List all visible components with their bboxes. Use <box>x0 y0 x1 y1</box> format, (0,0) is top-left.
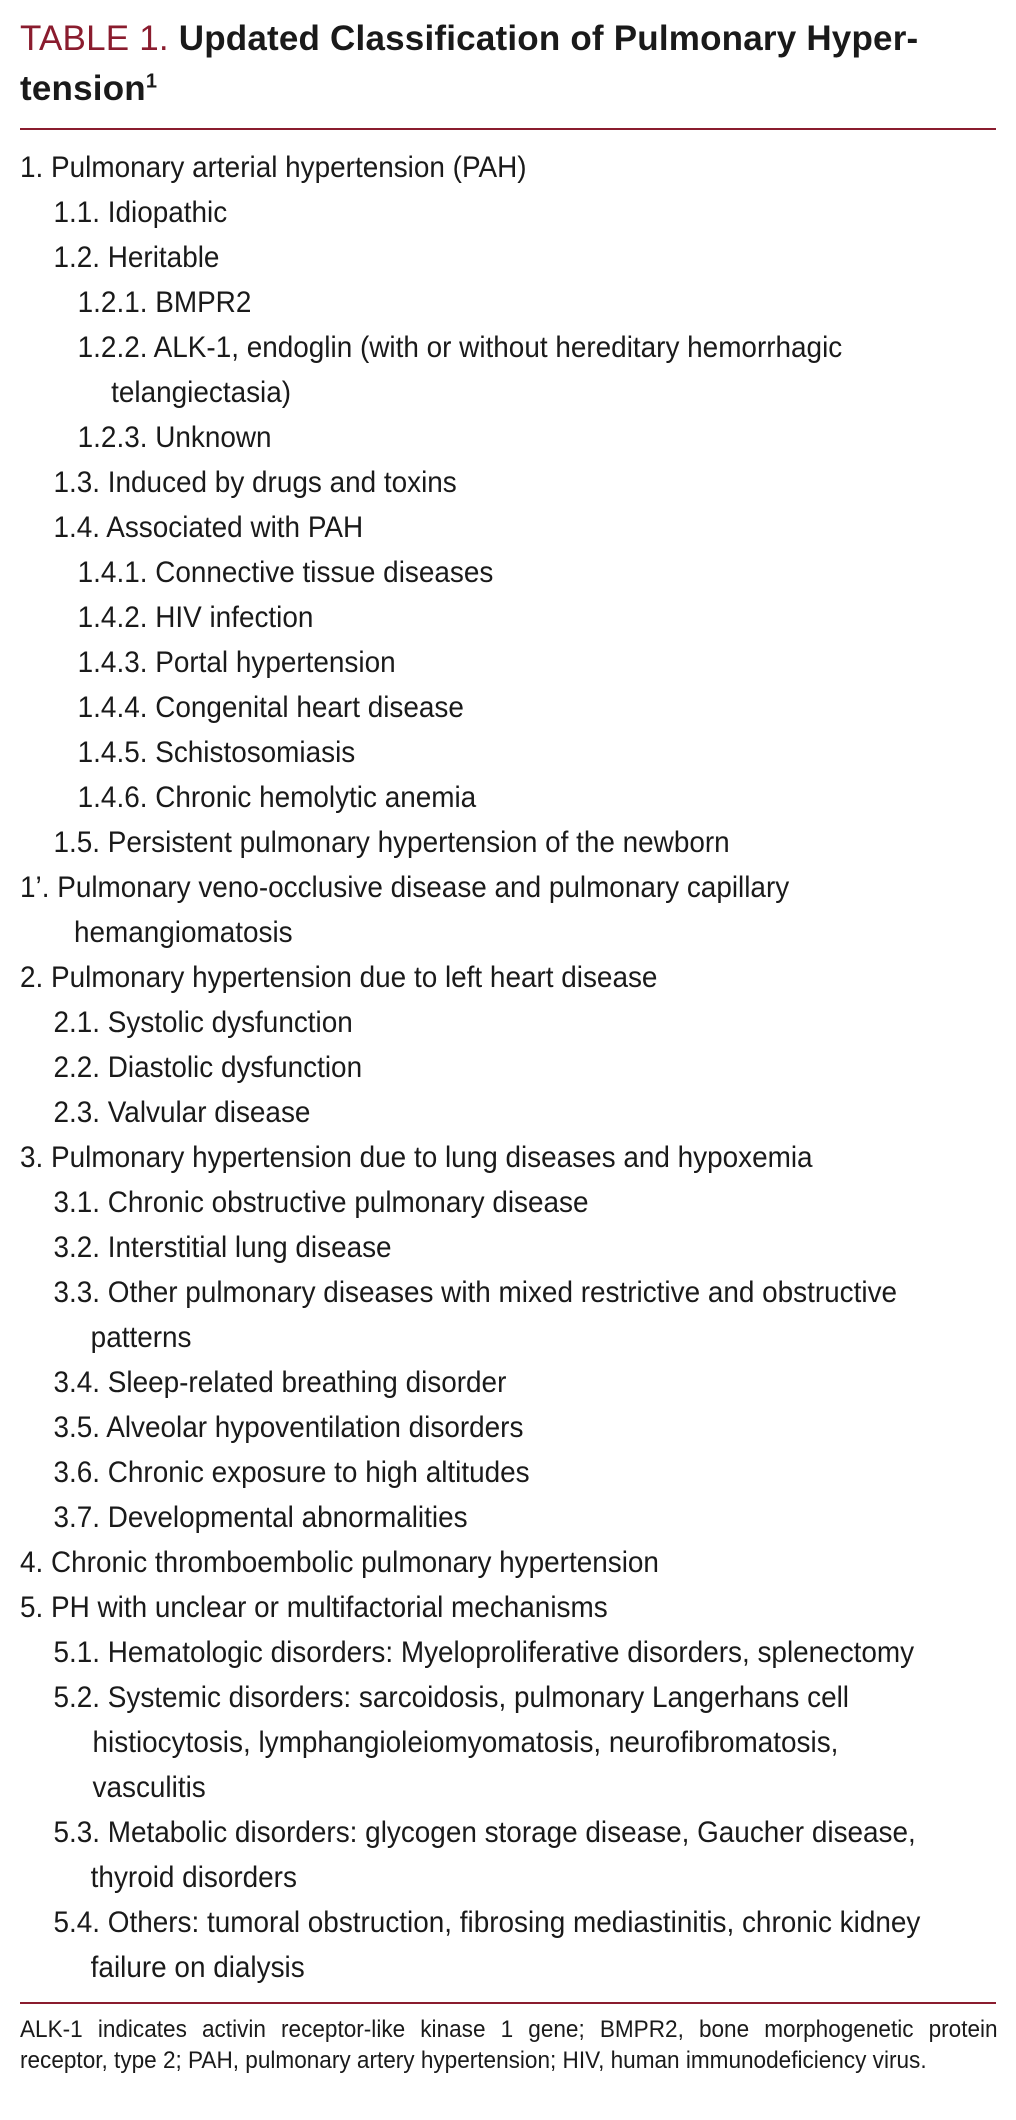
table-title-footnote-ref: 1 <box>145 70 158 93</box>
list-item: 3.6. Chronic exposure to high altitudes <box>53 1456 530 1489</box>
list-item: 1. Pulmonary arterial hypertension (PAH) <box>20 151 527 184</box>
table-title-text: Updated Classification of Pulmonary Hyper-tension <box>20 19 919 108</box>
list-item: 1.1. Idiopathic <box>53 196 228 229</box>
list-item: 3.7. Developmental abnormalities <box>53 1501 468 1534</box>
list-item: 3.3. Other pulmonary diseases with mixed restrictive and obstructive patterns <box>53 1276 898 1354</box>
list-item: 1.4.1. Connective tissue diseases <box>77 556 494 589</box>
list-item: 1.2.2. ALK-1, endoglin (with or without hereditary hemorrhagic telangiectasia) <box>77 331 843 409</box>
list-item: 3.2. Interstitial lung disease <box>53 1231 392 1264</box>
list-item: 3.4. Sleep-related breathing disorder <box>53 1366 507 1399</box>
list-item: 1.4. Associated with PAH <box>53 511 364 544</box>
table-label: TABLE 1. <box>20 19 169 58</box>
list-item: 5.2. Systemic disorders: sarcoidosis, pulmonary Langerhans cell histiocytosis, lymphangioleiomyomatosis, neurofibromatosis, vasculitis <box>53 1681 850 1804</box>
classification-list <box>20 130 996 1990</box>
list-item: 1.4.2. HIV infection <box>77 601 314 634</box>
list-item: 3. Pulmonary hypertension due to lung diseases and hypoxemia <box>20 1141 813 1174</box>
list-item: 1.2.3. Unknown <box>77 421 272 454</box>
list-item: 1.3. Induced by drugs and toxins <box>53 466 457 499</box>
list-item: 1.5. Persistent pulmonary hypertension of the newborn <box>53 826 730 859</box>
list-item: 5.3. Metabolic disorders: glycogen storage disease, Gaucher disease, thyroid disorders <box>53 1816 916 1894</box>
list-item: 5.4. Others: tumoral obstruction, fibrosing mediastinitis, chronic kidney failure on dialysis <box>53 1906 921 1984</box>
list-item: 3.1. Chronic obstructive pulmonary disease <box>53 1186 589 1219</box>
list-item: 2.1. Systolic dysfunction <box>53 1006 353 1039</box>
list-item: 1.2. Heritable <box>53 241 220 274</box>
bottom-rule <box>20 2002 996 2004</box>
table-footnote: ALK-1 indicates activin receptor-like kinase 1 gene; BMPR2, bone morphogenetic protein receptor, type 2; PAH, pulmonary artery hypertension; HIV, human immunodeficiency virus. <box>20 2016 998 2074</box>
list-item: 1.4.3. Portal hypertension <box>77 646 396 679</box>
list-item: 4. Chronic thromboembolic pulmonary hypertension <box>20 1546 659 1579</box>
list-item: 1.4.4. Congenital heart disease <box>77 691 464 724</box>
list-item: 2. Pulmonary hypertension due to left heart disease <box>20 961 658 994</box>
list-item: 2.3. Valvular disease <box>53 1096 311 1129</box>
list-item: 1.4.5. Schistosomiasis <box>77 736 356 769</box>
list-item: 3.5. Alveolar hypoventilation disorders <box>53 1411 524 1444</box>
list-item: 2.2. Diastolic dysfunction <box>53 1051 363 1084</box>
list-item: 1.4.6. Chronic hemolytic anemia <box>77 781 477 814</box>
list-item: 5.1. Hematologic disorders: Myeloproliferative disorders, splenectomy <box>53 1636 915 1669</box>
list-item: 5. PH with unclear or multifactorial mechanisms <box>20 1591 608 1624</box>
table-title <box>20 14 996 114</box>
list-item: 1’. Pulmonary veno-occlusive disease and pulmonary capillary hemangiomatosis <box>20 871 790 949</box>
list-item: 1.2.1. BMPR2 <box>77 286 252 319</box>
